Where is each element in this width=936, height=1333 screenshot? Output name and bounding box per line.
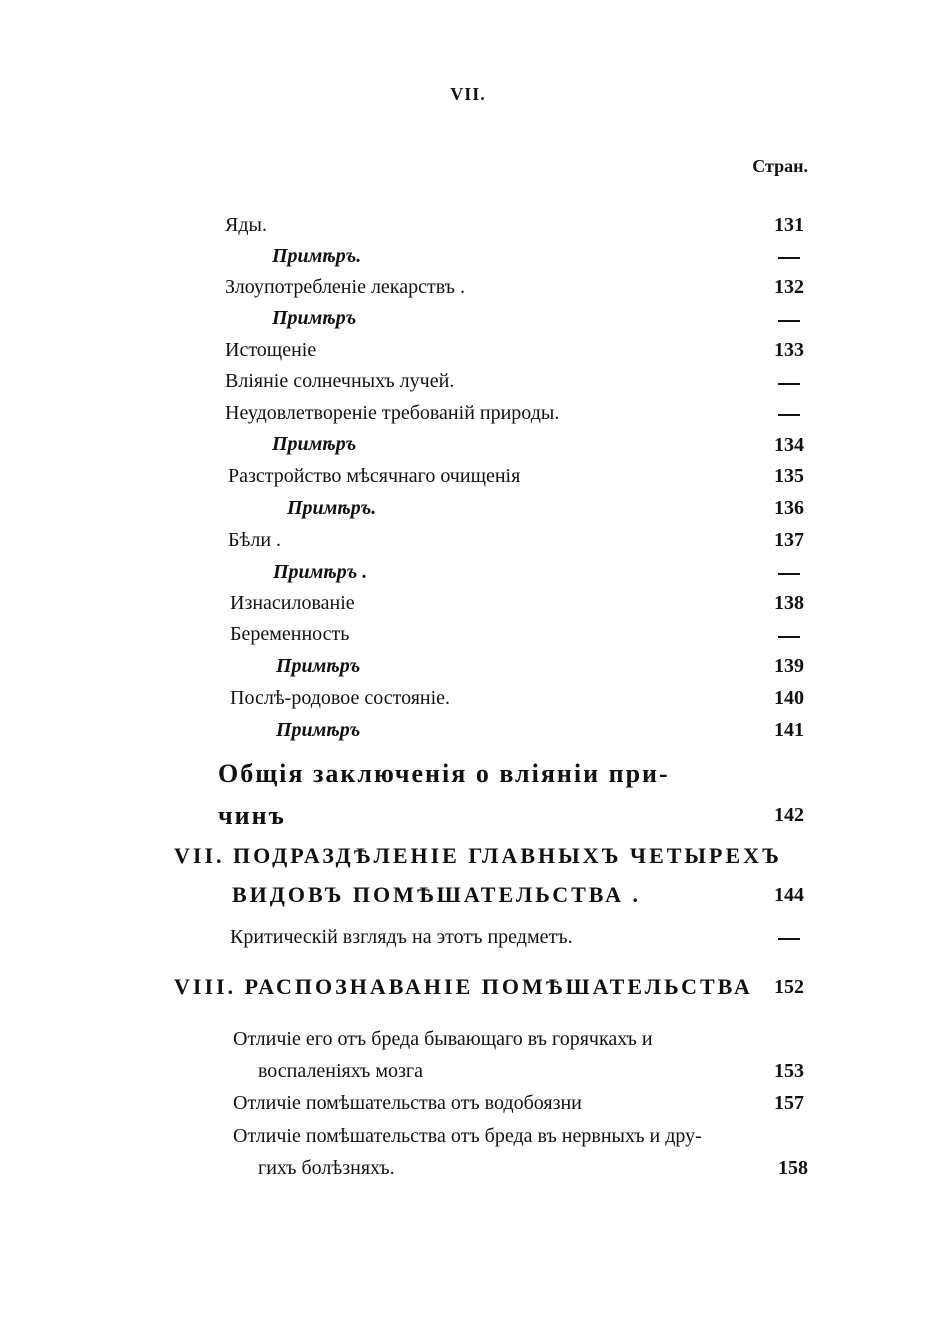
section-vii-subentry: Критическій взглядъ на этотъ предметъ. <box>230 926 573 948</box>
toc-entry-title: Изнасилованіе <box>230 592 355 614</box>
toc-entry-page-dash <box>778 573 800 575</box>
toc-entry-page-dash <box>778 414 800 416</box>
general-conclusions-line2: чинъ <box>218 801 286 830</box>
section-viii-item-page: 158 <box>778 1157 808 1179</box>
toc-entry-title: Злоупотребленіе лекарствъ . <box>225 276 465 298</box>
toc-entry-title: Примѣръ. <box>287 497 377 519</box>
toc-entry-page-dash <box>778 636 800 638</box>
section-viii-item-page: 153 <box>774 1060 804 1082</box>
toc-entry-page-dash <box>778 320 800 322</box>
toc-entry-page-dash <box>778 257 800 259</box>
toc-entry-page: 131 <box>774 214 804 236</box>
section-viii-item-line1: Отличіе помѣшательства отъ бреда въ нервныхъ и дру- <box>233 1125 702 1147</box>
toc-entry-title: Истощеніе <box>225 339 317 361</box>
section-viii-page: 152 <box>774 976 804 998</box>
toc-entry-page-dash <box>778 938 800 940</box>
toc-entry-page: 133 <box>774 339 804 361</box>
section-vii-page: 144 <box>774 884 804 906</box>
general-conclusions-page: 142 <box>774 804 804 826</box>
page-column-label: Стран. <box>752 156 808 176</box>
section-vii-title-line2: ВИДОВЪ ПОМѢШАТЕЛЬСТВА . <box>232 882 641 907</box>
toc-entry-title: Неудовлетвореніе требованій природы. <box>225 402 560 424</box>
toc-entry-page: 135 <box>774 465 804 487</box>
toc-entry-title: Разстройство мѣсячнаго очищенія <box>228 465 521 487</box>
section-viii-item-line1: Отличіе помѣшательства отъ водобоязни <box>233 1092 582 1114</box>
section-viii-item-line2: гихъ болѣзняхъ. <box>258 1157 395 1179</box>
section-viii-item-line2: воспаленіяхъ мозга <box>258 1060 423 1082</box>
section-vii-title-line1: VII. ПОДРАЗДѢЛЕНІЕ ГЛАВНЫХЪ ЧЕТЫРЕХЪ <box>174 843 782 868</box>
toc-entry-title: Примѣръ <box>272 307 357 329</box>
toc-entry-title: Бѣли . <box>228 529 282 551</box>
toc-entry-title: Примѣръ <box>276 655 361 677</box>
toc-entry-title: Примѣръ <box>272 433 357 455</box>
toc-entry-page: 140 <box>774 687 804 709</box>
toc-entry-title: Вліяніе солнечныхъ лучей. <box>225 370 455 392</box>
toc-entry-title: Примѣръ <box>276 719 361 741</box>
toc-entry-page: 134 <box>774 434 804 456</box>
toc-entry-title: Яды. <box>225 214 267 236</box>
general-conclusions-line1: Общія заключенія о вліяніи при- <box>218 759 670 788</box>
toc-entry-page: 141 <box>774 719 804 741</box>
toc-entry-page: 137 <box>774 529 804 551</box>
section-viii-item-line1: Отличіе его отъ бреда бывающаго въ горячкахъ и <box>233 1028 653 1050</box>
toc-entry-title: Беременность <box>230 623 350 645</box>
toc-entry-page: 138 <box>774 592 804 614</box>
section-viii-item-page: 157 <box>774 1092 804 1114</box>
toc-entry-page: 139 <box>774 655 804 677</box>
toc-entry-page: 136 <box>774 497 804 519</box>
page-number: VII. <box>450 84 486 104</box>
toc-entry-title: Примѣръ. <box>272 245 362 267</box>
toc-entry-page-dash <box>778 383 800 385</box>
section-viii-title: VIII. РАСПОЗНАВАНІЕ ПОМѢШАТЕЛЬСТВА <box>174 974 753 999</box>
toc-entry-title: Примѣръ . <box>273 561 368 583</box>
toc-entry-title: Послѣ-родовое состояніе. <box>230 687 451 709</box>
toc-entry-page: 132 <box>774 276 804 298</box>
